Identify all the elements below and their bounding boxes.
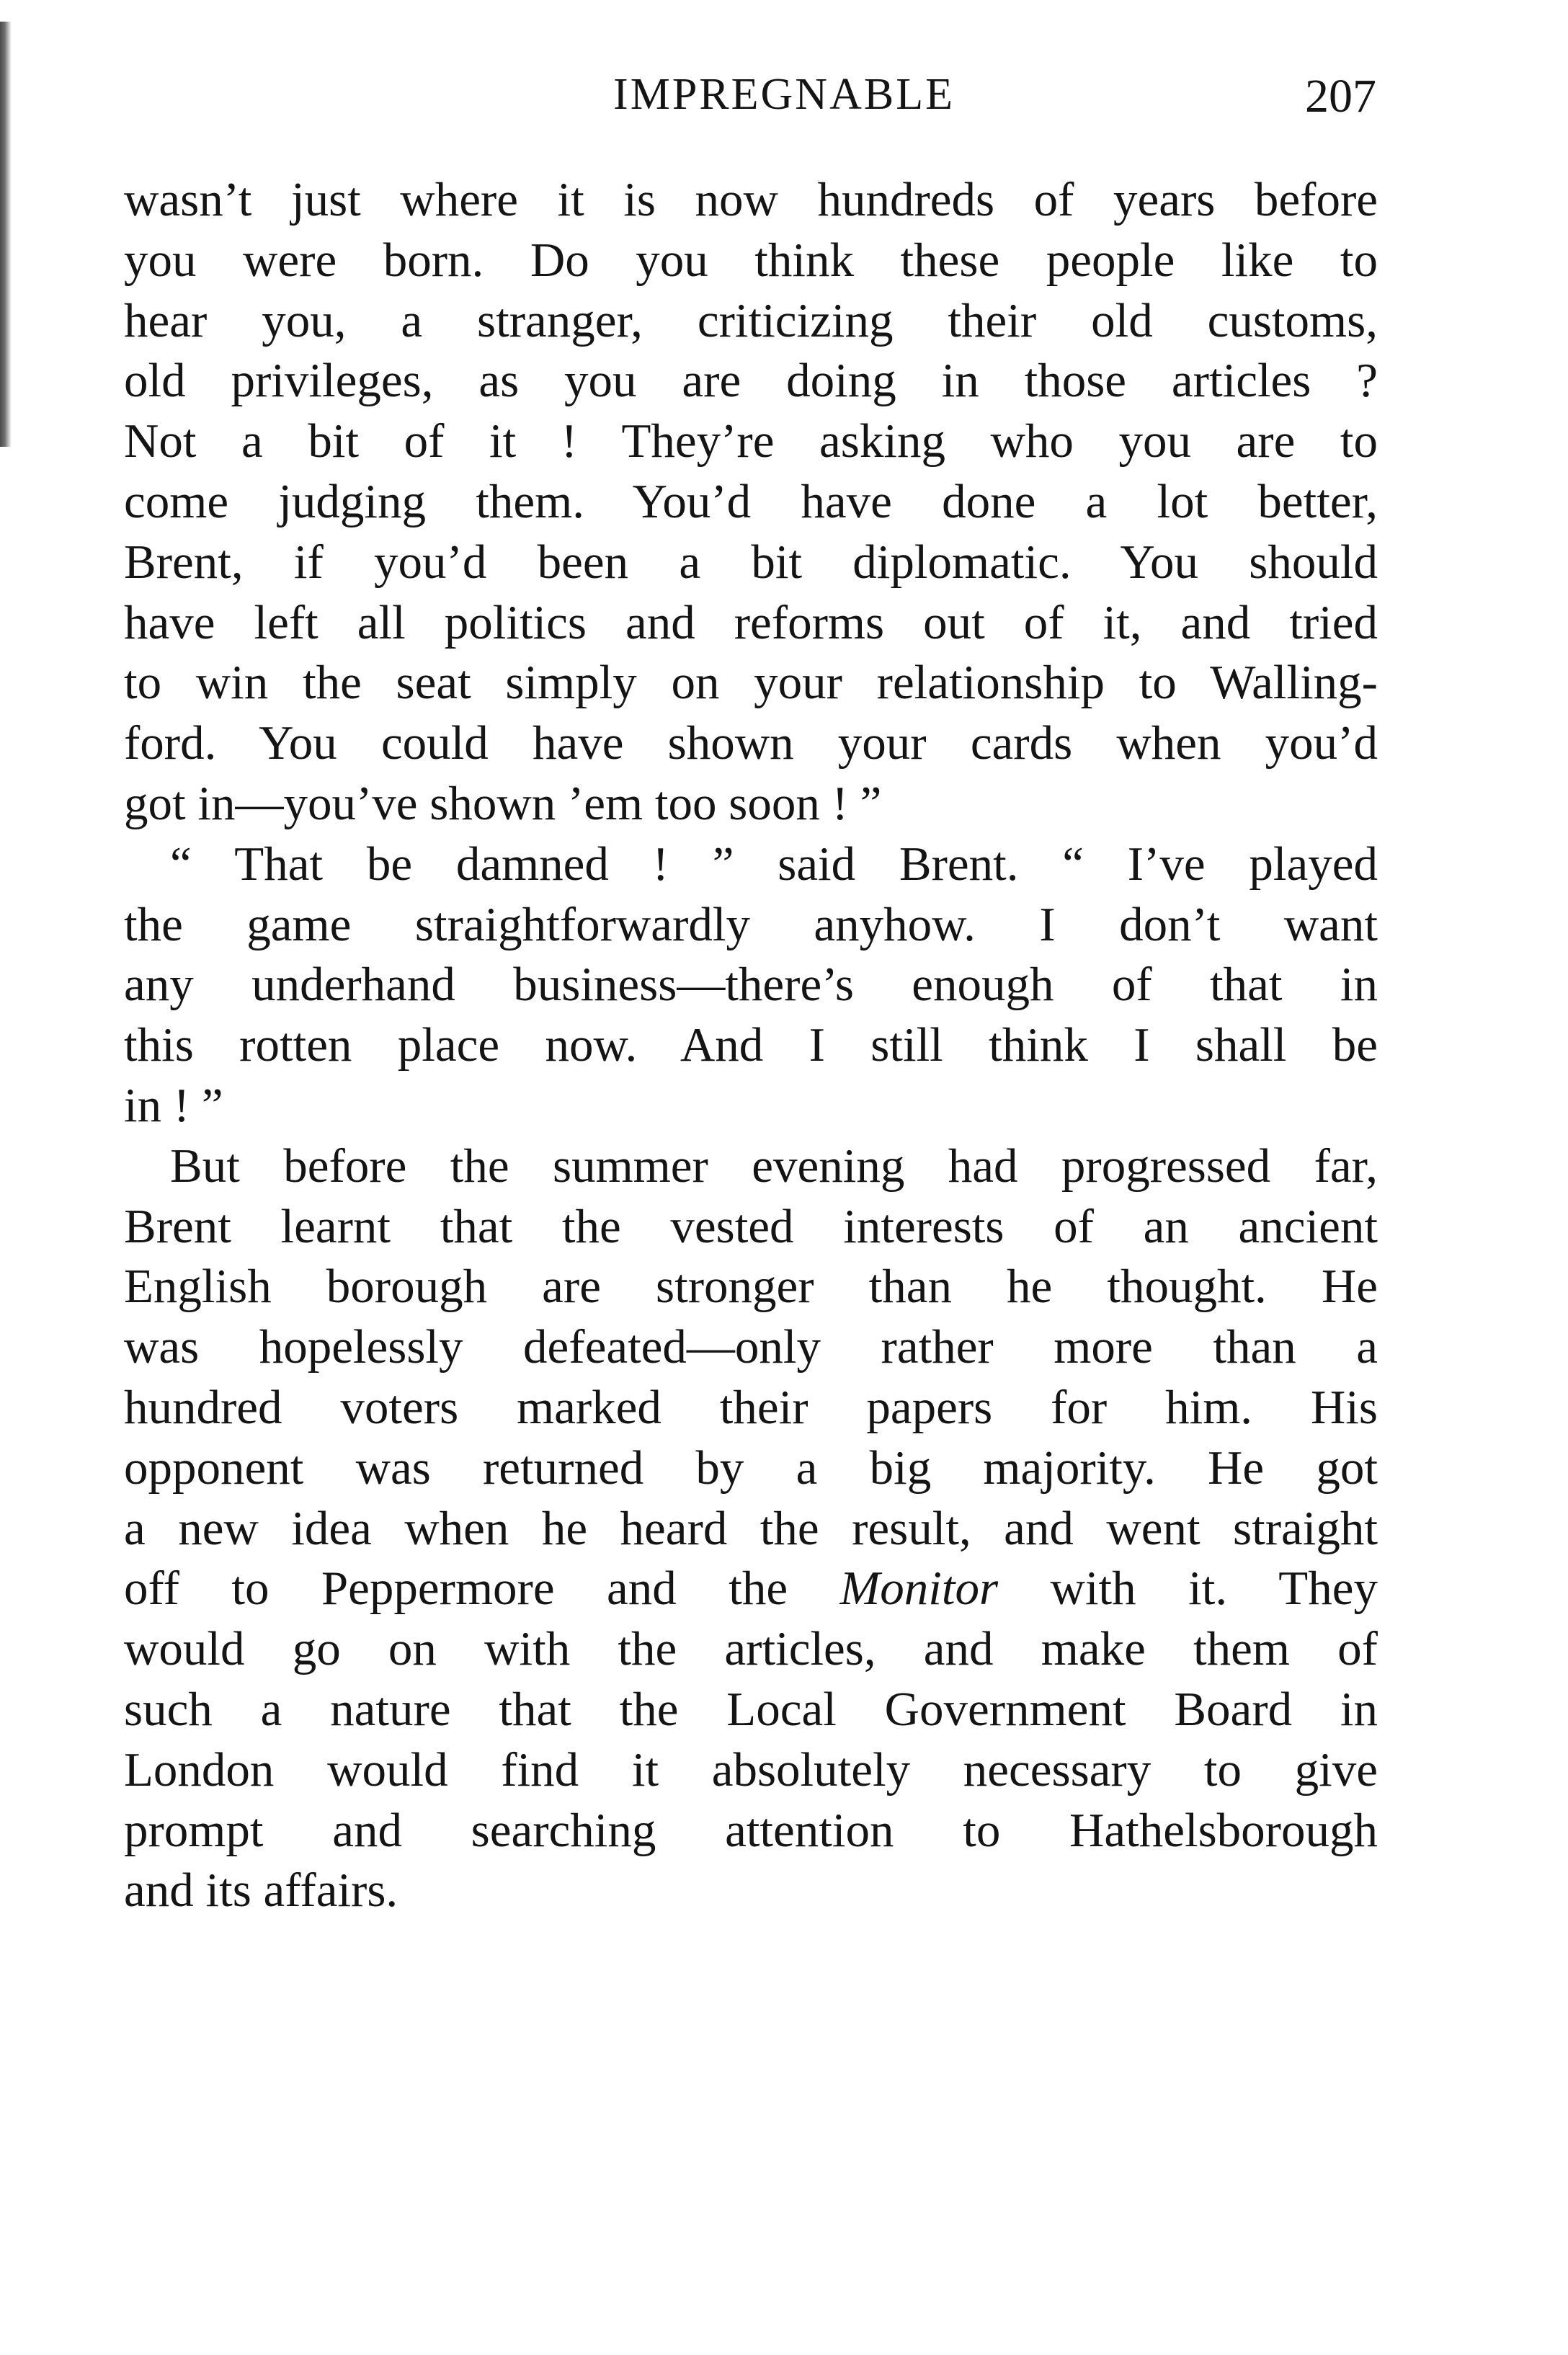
text-line: London would find it absolutely necessary to give <box>124 1742 1378 1797</box>
text-line: the game straightforwardly anyhow. I don’t want <box>124 897 1378 951</box>
text-line: have left all politics and reforms out of it, and tried <box>124 595 1378 649</box>
text-line: prompt and searching attention to Hathelsborough <box>124 1803 1378 1857</box>
text-line: Brent learnt that the vested interests of an ancient <box>124 1199 1378 1253</box>
text-line: you were born. Do you think these people like to <box>124 233 1378 287</box>
text-line: and its affairs. <box>124 1864 398 1918</box>
text-line: in ! ” <box>124 1078 223 1132</box>
body-text <box>124 170 1378 1921</box>
text-line: ford. You could have shown your cards when you’d <box>124 716 1378 770</box>
text-line: such a nature that the Local Government Board in <box>124 1682 1378 1736</box>
paragraph-first-line: But before the summer evening had progressed far, <box>170 1139 1378 1193</box>
text-line: to win the seat simply on your relationship to Walling- <box>124 656 1378 710</box>
text-line: hundred voters marked their papers for him. His <box>124 1380 1378 1434</box>
page-header <box>0 69 1568 134</box>
text-line: come judging them. You’d have done a lot better, <box>124 474 1378 528</box>
page-number: 207 <box>1305 70 1376 123</box>
running-title: IMPREGNABLE <box>613 70 955 119</box>
text-line: this rotten place now. And I still think I shall be <box>124 1018 1378 1072</box>
text-line: a new idea when he heard the result, and went straight <box>124 1501 1378 1555</box>
newspaper-title: Monitor <box>839 1562 999 1616</box>
text-line: was hopelessly defeated—only rather more than a <box>124 1320 1378 1374</box>
text-line: any underhand business—there’s enough of that in <box>124 958 1378 1012</box>
paragraph-first-line: “ That be damned ! ” said Brent. “ I’ve played <box>170 837 1378 891</box>
text-line <box>124 1559 1378 1619</box>
text-line: would go on with the articles, and make them of <box>124 1622 1378 1676</box>
text-line: Brent, if you’d been a bit diplomatic. You should <box>124 535 1378 589</box>
text-line: hear you, a stranger, criticizing their old customs, <box>124 293 1378 347</box>
text-line: Not a bit of it ! They’re asking who you are to <box>124 414 1378 468</box>
text-segment: off to Peppermore and the <box>124 1562 840 1616</box>
text-line: wasn’t just where it is now hundreds of years before <box>124 173 1378 226</box>
text-line: old privileges, as you are doing in those articles ? <box>124 354 1378 408</box>
text-line: English borough are stronger than he thought. He <box>124 1260 1378 1314</box>
text-segment: with it. They <box>998 1562 1378 1616</box>
text-line <box>124 774 1378 834</box>
text-line-content: got in—you’ve shown ’em too soon ! ” <box>124 776 882 830</box>
text-line: opponent was returned by a big majority. He got <box>124 1441 1378 1495</box>
